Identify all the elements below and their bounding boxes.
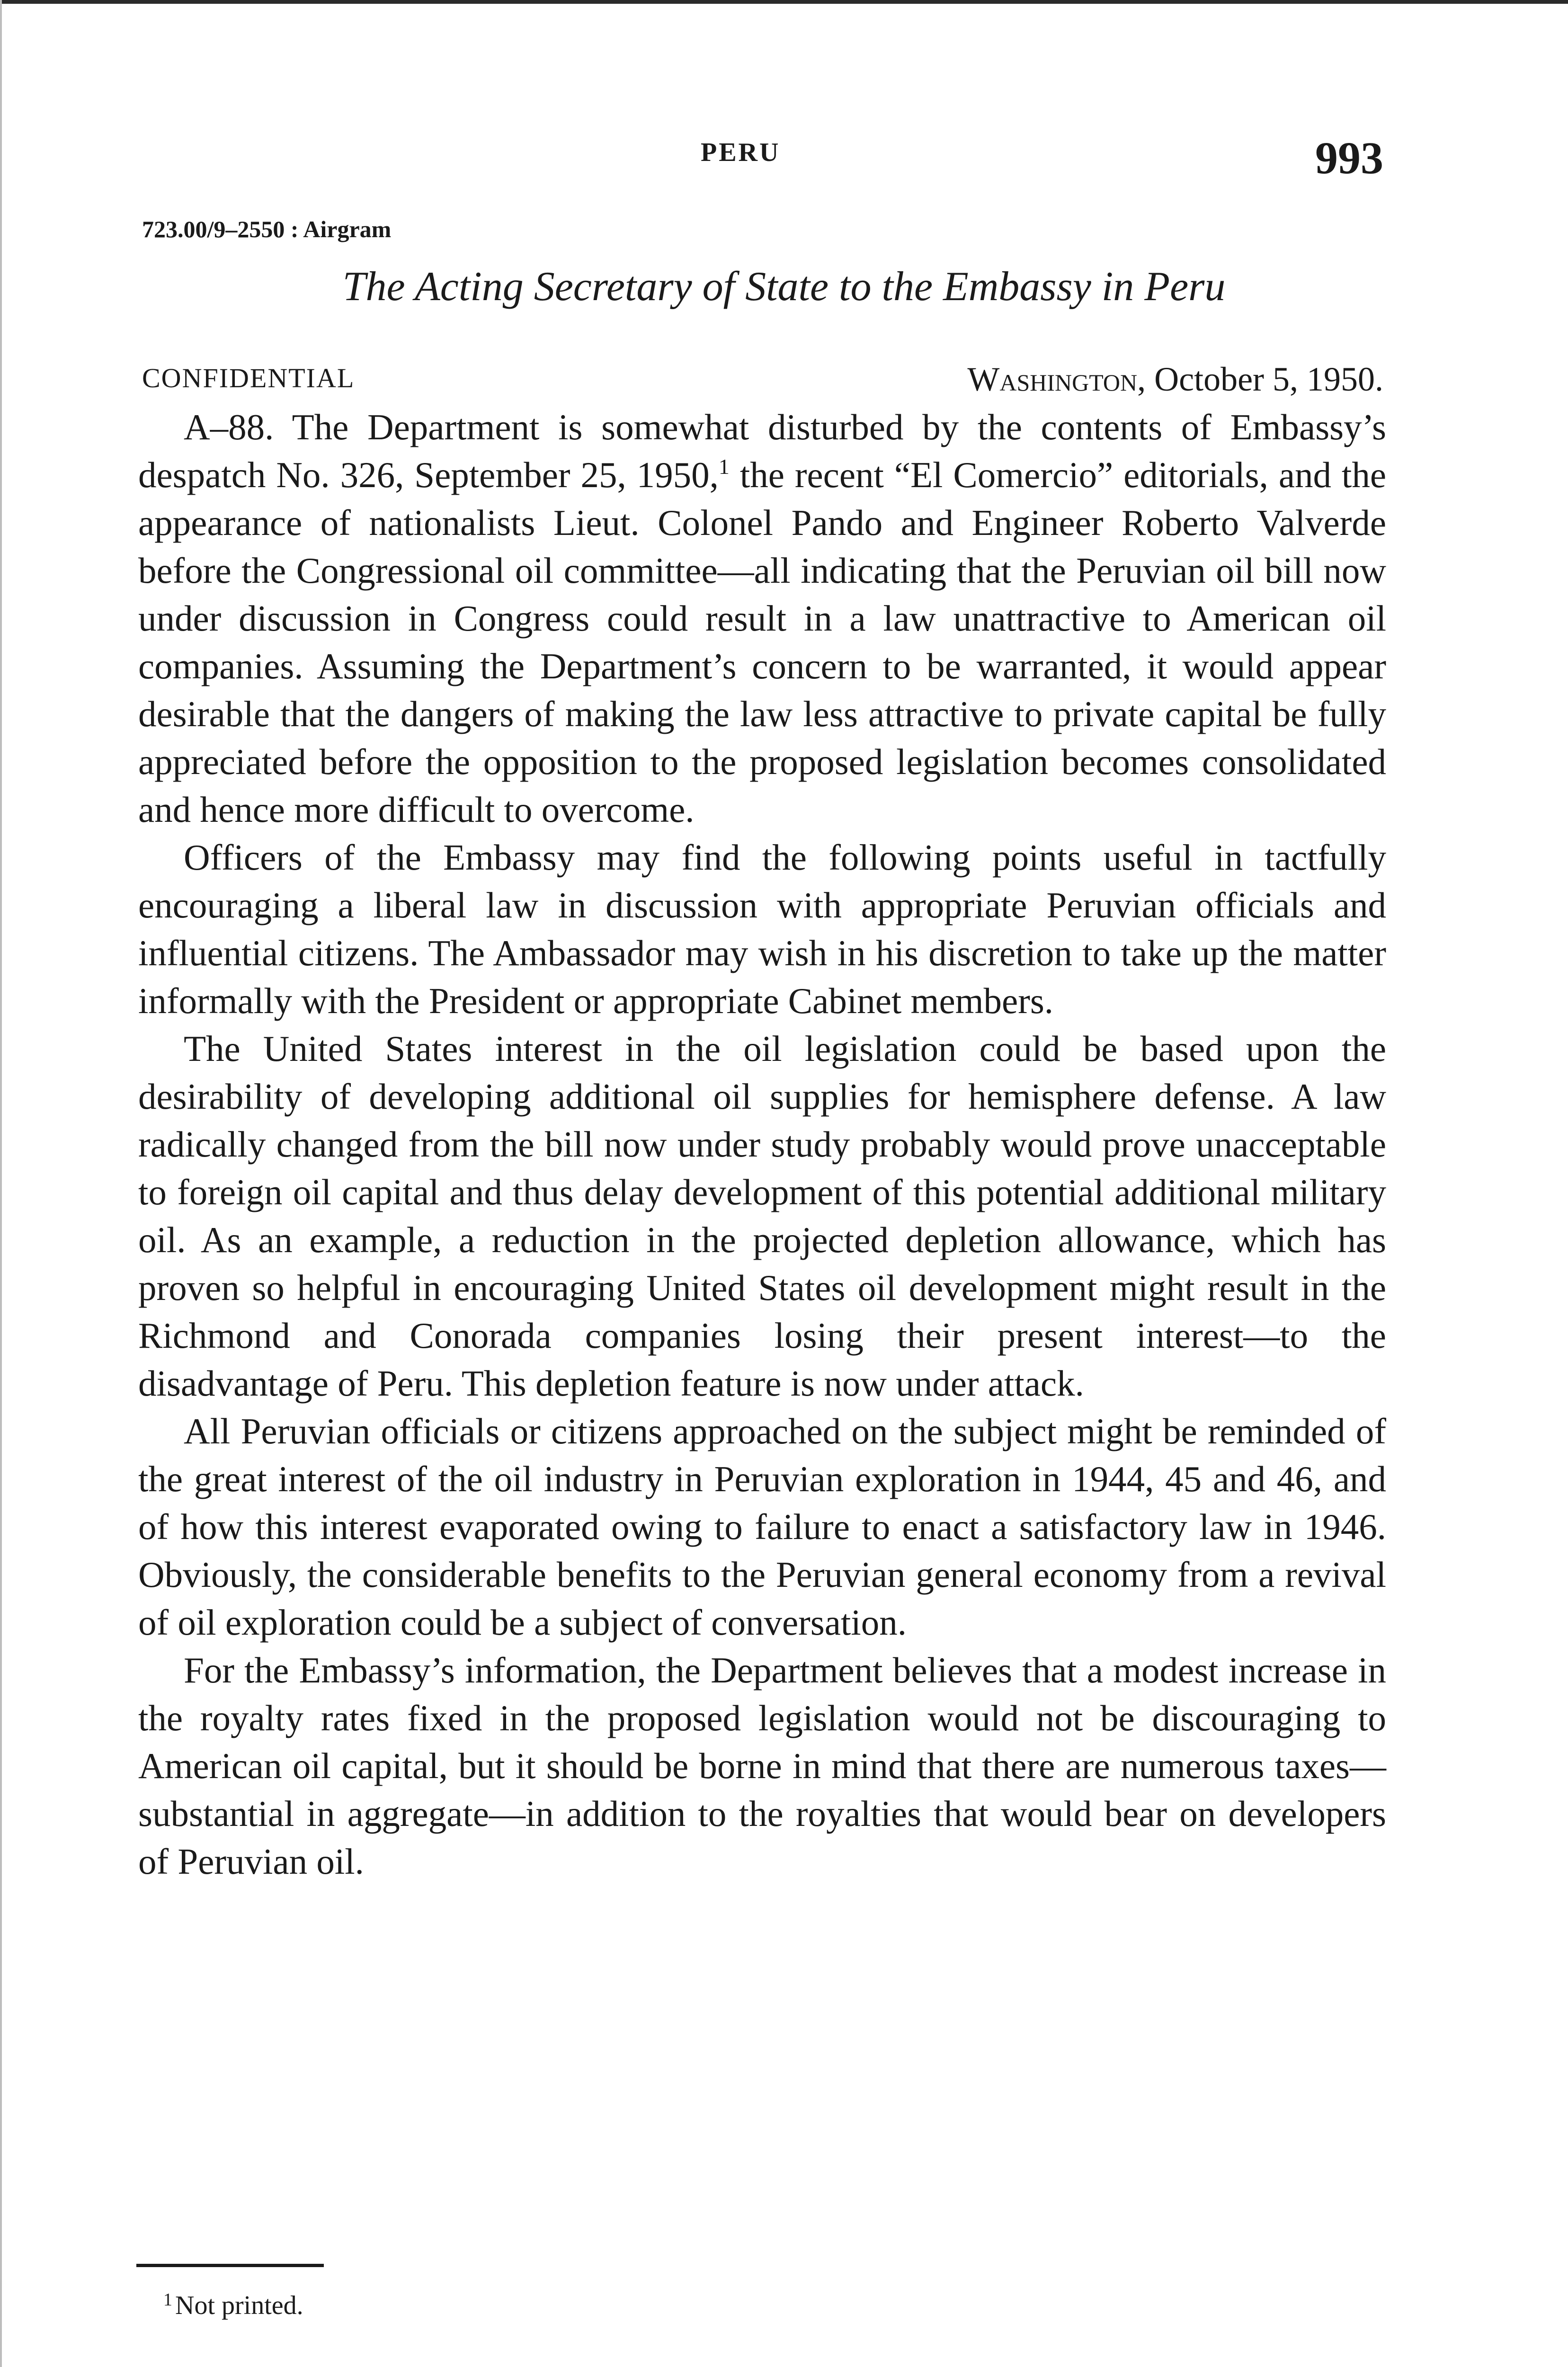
footnote-reference: 1 — [718, 454, 730, 479]
file-reference: 723.00/9–2550 : Airgram — [142, 216, 392, 242]
letter-body — [138, 403, 1386, 1886]
paragraph-2: Officers of the Embassy may find the following points useful in tactfully encouraging a liberal law in discussion with appropriate Peruvian officials and influential citizens. The Ambassador may wish in his discretion to take up the matter informally with the President or appropriate Cabinet members. — [138, 837, 1386, 1021]
running-head: PERU — [701, 138, 781, 167]
footnote-mark: 1 — [163, 2290, 172, 2310]
classification-label: CONFIDENTIAL — [142, 363, 355, 393]
paragraph-1-text-b: the recent “El Comercio” editorials, and the appearance of nationalists Lieut. Colonel Pando and Engineer Roberto Valverde before the Congressional oil committee—all indicating that the Peruvian oil bill now under discussion in Congress could result in a law unattractive to American oil companies. Assuming the Department’s concern to be warranted, it would appear desirable that the dangers of making the law less attractive to private capital be fully appreciated before the opposition to the proposed legislation becomes consolidated and hence more difficult to overcome. — [138, 454, 1386, 830]
paragraph-1 — [138, 403, 1386, 834]
paragraph-5: For the Embassy’s information, the Department believes that a modest increase in the royalty rates fixed in the proposed legislation would not be discouraging to American oil capital, but it should be borne in mind that there are numerous taxes—substantial in aggregate—in addition to the royalties that would bear on developers of Peruvian oil. — [138, 1650, 1386, 1882]
footnote-divider — [136, 2264, 324, 2267]
paragraph-4: All Peruvian officials or citizens approached on the subject might be reminded of the great interest of the oil industry in Peruvian exploration in 1944, 45 and 46, and of how this interest evaporated owing to failure to enact a satisfactory law in 1946. Obviously, the considerable benefits to the Peruvian general economy from a revival of oil exploration could be a subject of conversation. — [138, 1411, 1386, 1643]
footnote-text: Not printed. — [175, 2291, 303, 2320]
left-page-edge — [0, 0, 2, 2367]
footnote — [163, 2290, 303, 2321]
dateline-place: Washington, — [967, 360, 1146, 398]
dateline-date: October 5, 1950. — [1146, 360, 1383, 398]
dateline — [967, 360, 1383, 399]
paragraph-1-text-a: A–88. The Department is somewhat disturbed by the contents of Embassy’s despatch No. 326, September 25, 1950, — [138, 407, 1386, 495]
document-title: The Acting Secretary of State to the Embassy in Peru — [342, 264, 1226, 310]
top-edge-rule — [0, 0, 1568, 4]
page-number: 993 — [1315, 133, 1383, 183]
paragraph-3: The United States interest in the oil legislation could be based upon the desirability of developing additional oil supplies for hemisphere defense. A law radically changed from the bill now under study probably would prove unacceptable to foreign oil capital and thus delay development of this potential additional military oil. As an example, a reduction in the projected depletion allowance, which has proven so helpful in encouraging United States oil development might result in the Richmond and Conorada companies losing their present interest—to the disadvantage of Peru. This depletion feature is now under attack. — [138, 1028, 1386, 1404]
